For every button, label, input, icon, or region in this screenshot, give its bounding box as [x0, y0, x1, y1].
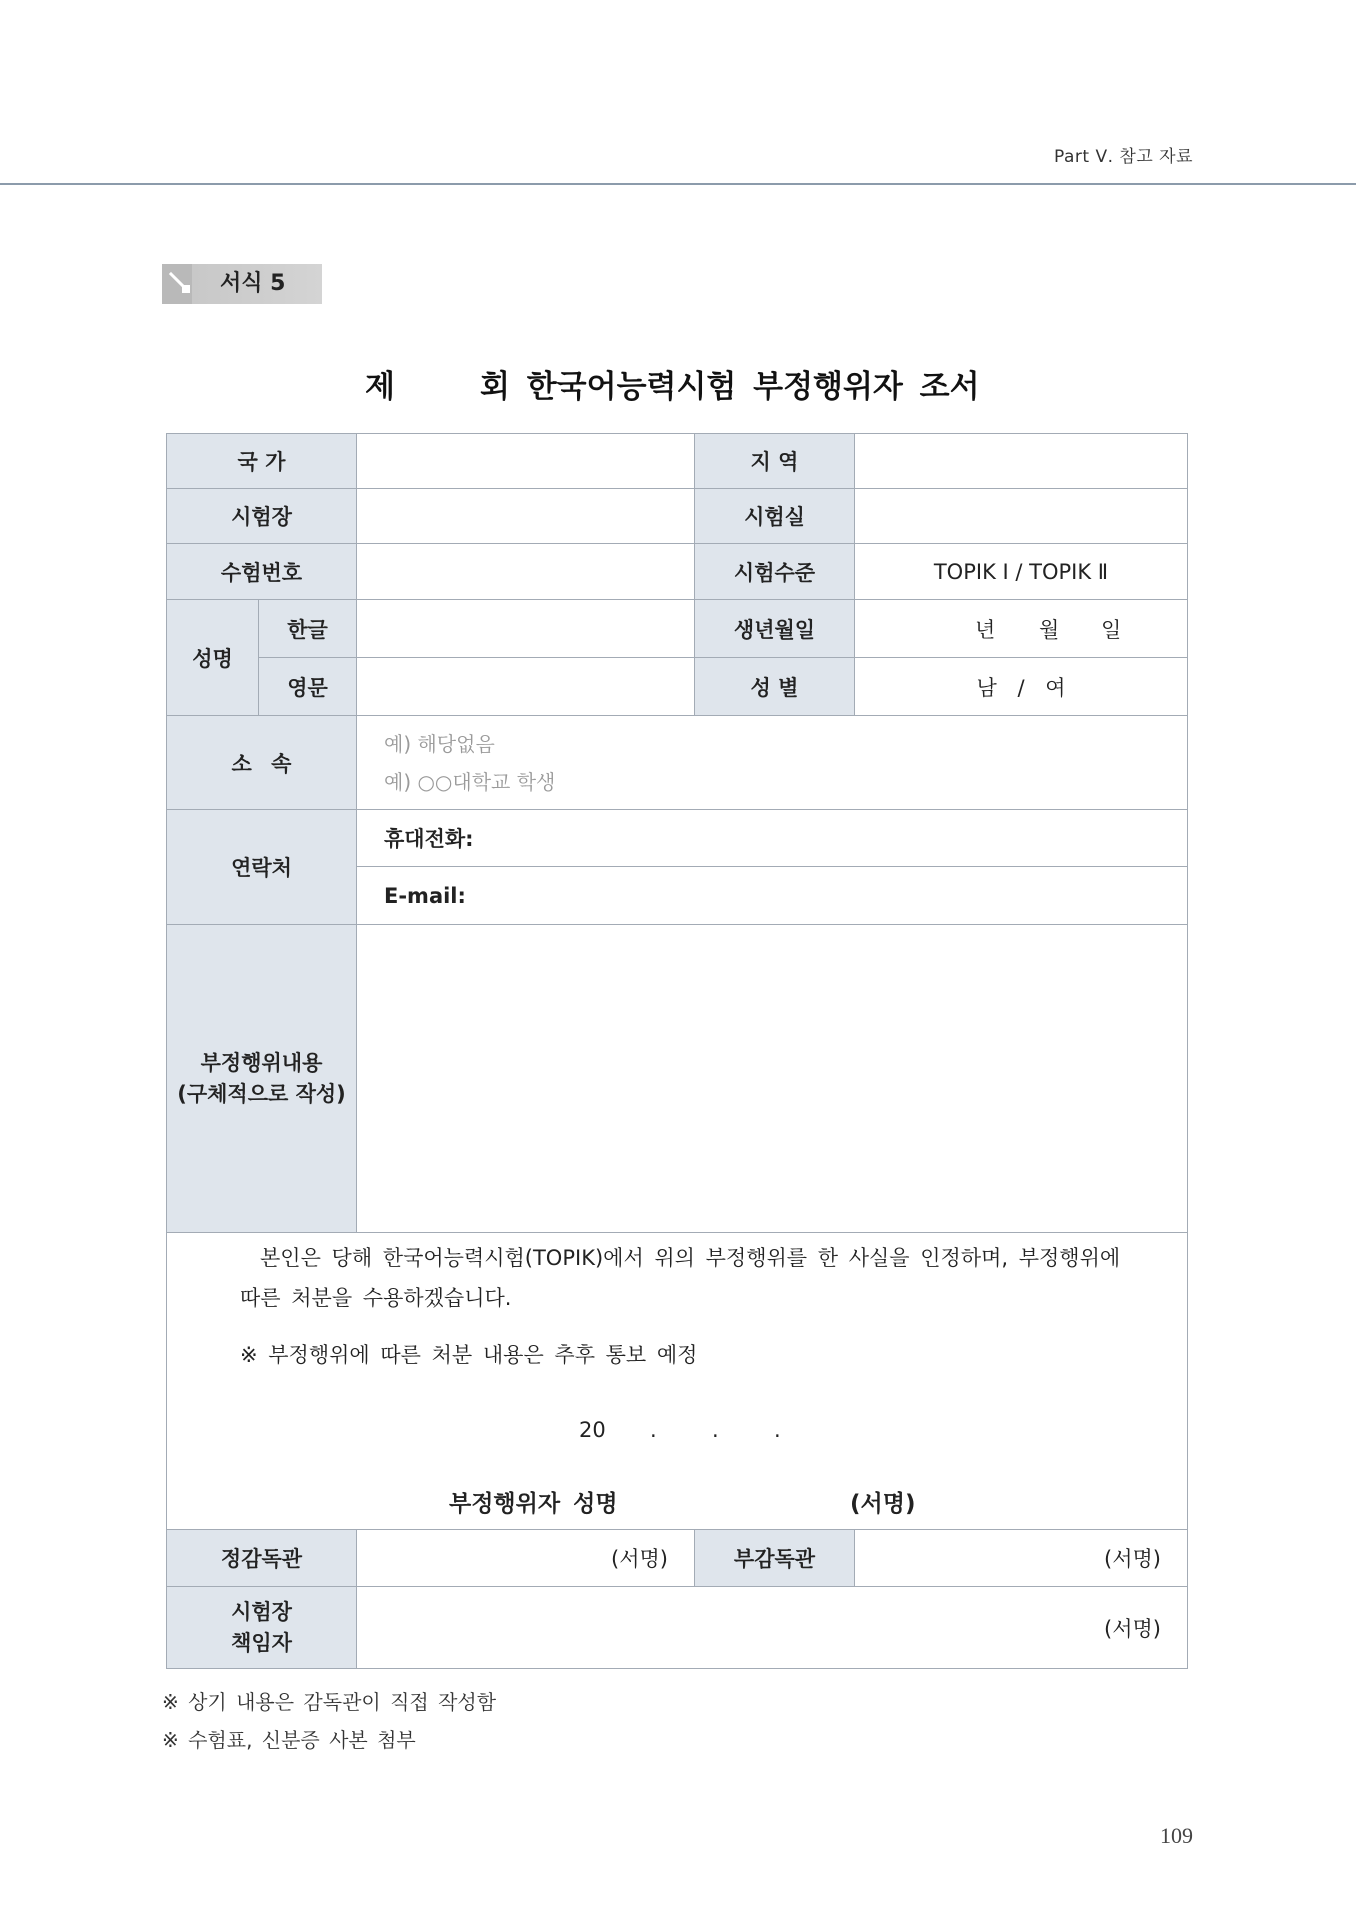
assistant-proctor-label: 부감독관: [695, 1530, 855, 1587]
birth-year-unit: 년: [975, 617, 996, 642]
offender-signature-label: (서명): [850, 1491, 916, 1517]
chief-proctor-label: 정감독관: [167, 1530, 357, 1587]
english-name-label: 영문: [259, 658, 357, 716]
site-manager-label: [167, 1587, 357, 1669]
statement-note: ※ 부정행위에 따른 처분 내용은 추후 통보 예정: [240, 1343, 698, 1367]
signature-placeholder: (서명): [1104, 1547, 1161, 1571]
affiliation-field: [357, 716, 1188, 810]
english-name-field: [357, 658, 695, 716]
footnote: ※ 상기 내용은 감독관이 직접 작성함: [162, 1690, 497, 1714]
signature-placeholder: (서명): [611, 1547, 668, 1571]
test-level-value: TOPIK Ⅰ / TOPIK Ⅱ: [855, 544, 1188, 600]
birth-day-unit: 일: [1101, 617, 1122, 642]
email-field: [357, 867, 1188, 925]
form-number-label: 서식 5: [220, 271, 286, 296]
date-year-prefix: 20: [579, 1418, 606, 1442]
gender-field: [855, 658, 1188, 716]
form-number-badge: [162, 264, 322, 304]
contact-label: 연락처: [167, 810, 357, 925]
assistant-proctor-signature: [855, 1530, 1188, 1587]
misconduct-details-title: 부정행위내용: [200, 1050, 323, 1075]
email-label: E-mail:: [384, 883, 466, 908]
test-room-field: [855, 489, 1188, 544]
date-separator: .: [650, 1418, 657, 1442]
date-separator: .: [712, 1418, 719, 1442]
birthdate-field: [855, 600, 1188, 658]
name-label: 성명: [167, 600, 259, 716]
birthdate-label: 생년월일: [695, 600, 855, 658]
footnote: ※ 수험표, 신분증 사본 첨부: [162, 1728, 416, 1752]
misconduct-report-form: [166, 433, 1188, 1669]
birth-month-unit: 월: [1039, 617, 1060, 642]
test-level-label: 시험수준: [695, 544, 855, 600]
page-number: 109: [1160, 1823, 1193, 1848]
test-site-label: 시험장: [167, 489, 357, 544]
site-manager-label-line: 책임자: [231, 1630, 292, 1655]
affiliation-label: 소 속: [167, 716, 357, 810]
region-field: [855, 434, 1188, 489]
misconduct-details-field: [357, 925, 1188, 1233]
exam-number-field: [357, 544, 695, 600]
gender-label: 성 별: [695, 658, 855, 716]
date-separator: .: [774, 1418, 781, 1442]
affiliation-example: 예) 해당없음: [384, 732, 495, 756]
korean-name-field: [357, 600, 695, 658]
signature-placeholder: (서명): [1104, 1616, 1161, 1641]
section-header: Part Ⅴ. 참고 자료: [1054, 147, 1193, 167]
country-label: 국 가: [167, 434, 357, 489]
page-title: 회 한국어능력시험 부정행위자 조서: [480, 369, 980, 405]
confession-statement: [167, 1233, 1188, 1530]
misconduct-details-label: [167, 925, 357, 1233]
test-site-field: [357, 489, 695, 544]
chief-proctor-signature: [357, 1530, 695, 1587]
statement-line: 본인은 당해 한국어능력시험(TOPIK)에서 위의 부정행위를 한 사실을 인정하며, 부정행위에: [260, 1246, 1121, 1270]
region-label: 지 역: [695, 434, 855, 489]
statement-line: 따른 처분을 수용하겠습니다.: [240, 1286, 512, 1310]
affiliation-example: 예) ○○대학교 학생: [384, 770, 556, 794]
phone-field: [357, 810, 1188, 867]
test-room-label: 시험실: [695, 489, 855, 544]
corner-arrow-icon: [168, 270, 196, 298]
misconduct-details-hint: (구체적으로 작성): [177, 1081, 346, 1106]
exam-number-label: 수험번호: [167, 544, 357, 600]
phone-label: 휴대전화:: [384, 827, 474, 851]
title-prefix: 제: [365, 369, 395, 405]
korean-name-label: 한글: [259, 600, 357, 658]
offender-name-label: 부정행위자 성명: [449, 1491, 618, 1517]
country-field: [357, 434, 695, 489]
header-divider: [0, 183, 1356, 185]
gender-options: 남 / 여: [976, 675, 1066, 700]
site-manager-signature: [357, 1587, 1188, 1669]
site-manager-label-line: 시험장: [231, 1599, 292, 1624]
